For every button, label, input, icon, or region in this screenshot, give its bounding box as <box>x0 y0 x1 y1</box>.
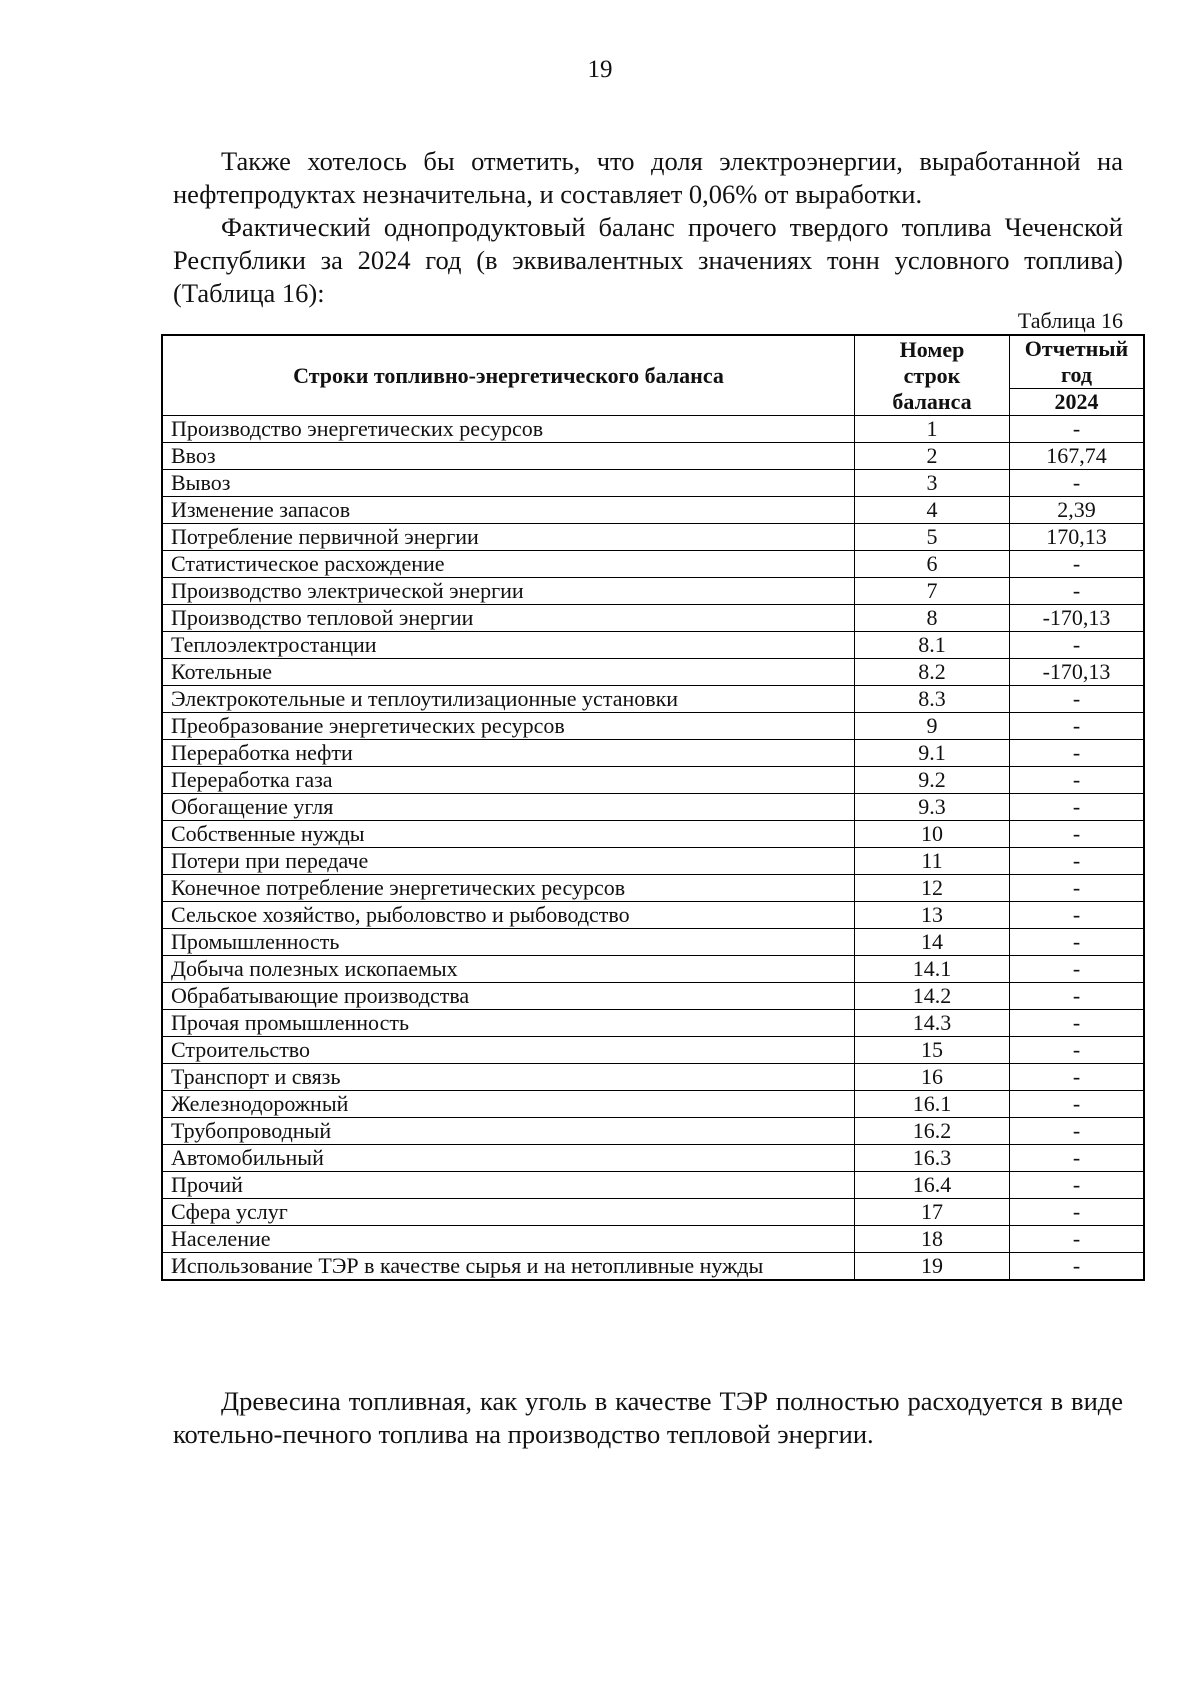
table-row <box>162 740 1144 767</box>
table-row <box>162 821 1144 848</box>
table-row <box>162 983 1144 1010</box>
row-number: 19 <box>855 1253 1010 1281</box>
header-year-line2: год <box>1061 362 1092 387</box>
row-number: 9.3 <box>855 794 1010 821</box>
table-row <box>162 578 1144 605</box>
row-value: - <box>1010 1064 1145 1091</box>
row-number: 18 <box>855 1226 1010 1253</box>
header-num-line1: Номер <box>899 336 965 362</box>
row-number: 16.1 <box>855 1091 1010 1118</box>
row-number: 14.1 <box>855 956 1010 983</box>
row-name: Трубопроводный <box>162 1118 855 1145</box>
header-rows-name: Строки топливно-энергетического баланса <box>162 335 855 416</box>
row-name: Переработка нефти <box>162 740 855 767</box>
row-number: 16.4 <box>855 1172 1010 1199</box>
row-name: Производство электрической энергии <box>162 578 855 605</box>
row-name: Обогащение угля <box>162 794 855 821</box>
table-row <box>162 1091 1144 1118</box>
table-intro-paragraph: Фактический однопродуктовый баланс прочего твердого топлива Чеченской Республики за 2024 год (в эквивалентных значениях тонн условного топлива) (Таблица 16): <box>173 212 1123 308</box>
row-name: Сфера услуг <box>162 1199 855 1226</box>
row-name: Строительство <box>162 1037 855 1064</box>
row-number: 4 <box>855 497 1010 524</box>
table-row <box>162 443 1144 470</box>
row-value: - <box>1010 902 1145 929</box>
row-name: Сельское хозяйство, рыболовство и рыбоводство <box>162 902 855 929</box>
row-name: Статистическое расхождение <box>162 551 855 578</box>
row-name: Электрокотельные и теплоутилизационные установки <box>162 686 855 713</box>
row-value: - <box>1010 767 1145 794</box>
row-value: - <box>1010 956 1145 983</box>
row-number: 13 <box>855 902 1010 929</box>
row-value: -170,13 <box>1010 659 1145 686</box>
row-number: 9 <box>855 713 1010 740</box>
table-row <box>162 659 1144 686</box>
row-number: 14.3 <box>855 1010 1010 1037</box>
row-name: Прочий <box>162 1172 855 1199</box>
row-value: - <box>1010 794 1145 821</box>
table-row <box>162 1118 1144 1145</box>
row-name: Вывоз <box>162 470 855 497</box>
row-name: Собственные нужды <box>162 821 855 848</box>
balance-table <box>161 334 1145 1281</box>
row-name: Железнодорожный <box>162 1091 855 1118</box>
table-row <box>162 848 1144 875</box>
header-year-line1: Отчетный <box>1024 336 1129 361</box>
row-name: Добыча полезных ископаемых <box>162 956 855 983</box>
table-row <box>162 902 1144 929</box>
row-value: - <box>1010 1226 1145 1253</box>
row-value: - <box>1010 1010 1145 1037</box>
row-name: Производство тепловой энергии <box>162 605 855 632</box>
intro-paragraph: Также хотелось бы отметить, что доля электроэнергии, выработанной на нефтепродуктах незначительна, и составляет 0,06% от выработки. <box>173 146 1123 209</box>
row-number: 6 <box>855 551 1010 578</box>
table-row <box>162 1037 1144 1064</box>
table-row <box>162 767 1144 794</box>
row-name: Транспорт и связь <box>162 1064 855 1091</box>
table-row <box>162 1172 1144 1199</box>
table-row <box>162 1064 1144 1091</box>
row-number: 2 <box>855 443 1010 470</box>
row-number: 8.2 <box>855 659 1010 686</box>
row-value: - <box>1010 1172 1145 1199</box>
row-value: - <box>1010 929 1145 956</box>
header-row-number <box>855 335 1010 416</box>
page-number: 19 <box>587 56 613 83</box>
table-row <box>162 497 1144 524</box>
row-value: - <box>1010 578 1145 605</box>
table-row <box>162 1253 1144 1281</box>
row-value: - <box>1010 416 1145 443</box>
table-row <box>162 929 1144 956</box>
row-name: Ввоз <box>162 443 855 470</box>
table-row <box>162 1010 1144 1037</box>
row-name: Население <box>162 1226 855 1253</box>
table-row <box>162 1145 1144 1172</box>
row-name: Автомобильный <box>162 1145 855 1172</box>
table-row <box>162 875 1144 902</box>
table-row <box>162 470 1144 497</box>
row-number: 8.1 <box>855 632 1010 659</box>
row-value: - <box>1010 632 1145 659</box>
row-name: Обрабатывающие производства <box>162 983 855 1010</box>
table-row <box>162 551 1144 578</box>
table-body <box>162 416 1144 1281</box>
row-number: 17 <box>855 1199 1010 1226</box>
table-row <box>162 632 1144 659</box>
row-number: 9.1 <box>855 740 1010 767</box>
table-row <box>162 1226 1144 1253</box>
header-year-value: 2024 <box>1010 389 1145 416</box>
row-number: 10 <box>855 821 1010 848</box>
row-value: - <box>1010 470 1145 497</box>
table-row <box>162 605 1144 632</box>
row-name: Изменение запасов <box>162 497 855 524</box>
row-name: Производство энергетических ресурсов <box>162 416 855 443</box>
row-value: - <box>1010 821 1145 848</box>
row-number: 15 <box>855 1037 1010 1064</box>
table-header <box>162 335 1144 416</box>
row-name: Конечное потребление энергетических ресурсов <box>162 875 855 902</box>
row-number: 5 <box>855 524 1010 551</box>
row-value: - <box>1010 1037 1145 1064</box>
row-number: 1 <box>855 416 1010 443</box>
row-value: -170,13 <box>1010 605 1145 632</box>
row-number: 9.2 <box>855 767 1010 794</box>
row-name: Промышленность <box>162 929 855 956</box>
row-number: 3 <box>855 470 1010 497</box>
row-name: Теплоэлектростанции <box>162 632 855 659</box>
row-name: Потери при передаче <box>162 848 855 875</box>
table-row <box>162 686 1144 713</box>
row-number: 8.3 <box>855 686 1010 713</box>
row-value: 170,13 <box>1010 524 1145 551</box>
row-value: - <box>1010 551 1145 578</box>
row-number: 16 <box>855 1064 1010 1091</box>
row-value: - <box>1010 1091 1145 1118</box>
table-caption: Таблица 16 <box>1017 308 1123 333</box>
row-value: - <box>1010 686 1145 713</box>
table-row <box>162 794 1144 821</box>
row-value: 2,39 <box>1010 497 1145 524</box>
row-name: Котельные <box>162 659 855 686</box>
row-value: - <box>1010 1145 1145 1172</box>
header-num-line2: строк <box>903 362 961 388</box>
table-row <box>162 416 1144 443</box>
row-value: - <box>1010 1253 1145 1281</box>
row-number: 16.3 <box>855 1145 1010 1172</box>
row-name: Переработка газа <box>162 767 855 794</box>
row-value: - <box>1010 875 1145 902</box>
row-number: 8 <box>855 605 1010 632</box>
row-value: - <box>1010 740 1145 767</box>
table-row <box>162 1199 1144 1226</box>
row-number: 11 <box>855 848 1010 875</box>
row-value: - <box>1010 1118 1145 1145</box>
row-name: Прочая промышленность <box>162 1010 855 1037</box>
header-num-line3: баланса <box>892 388 972 414</box>
row-number: 7 <box>855 578 1010 605</box>
closing-paragraph: Древесина топливная, как уголь в качестве ТЭР полностью расходуется в виде котельно-печного топлива на производство тепловой энергии. <box>173 1386 1123 1449</box>
row-value: - <box>1010 713 1145 740</box>
row-name: Преобразование энергетических ресурсов <box>162 713 855 740</box>
row-number: 12 <box>855 875 1010 902</box>
row-value: 167,74 <box>1010 443 1145 470</box>
table-row <box>162 713 1144 740</box>
row-value: - <box>1010 1199 1145 1226</box>
header-reporting-year <box>1010 335 1145 389</box>
row-name: Потребление первичной энергии <box>162 524 855 551</box>
row-number: 14 <box>855 929 1010 956</box>
table-row <box>162 956 1144 983</box>
row-value: - <box>1010 848 1145 875</box>
row-number: 14.2 <box>855 983 1010 1010</box>
table-row <box>162 524 1144 551</box>
row-name: Использование ТЭР в качестве сырья и на нетопливные нужды <box>162 1253 855 1281</box>
row-number: 16.2 <box>855 1118 1010 1145</box>
row-value: - <box>1010 983 1145 1010</box>
